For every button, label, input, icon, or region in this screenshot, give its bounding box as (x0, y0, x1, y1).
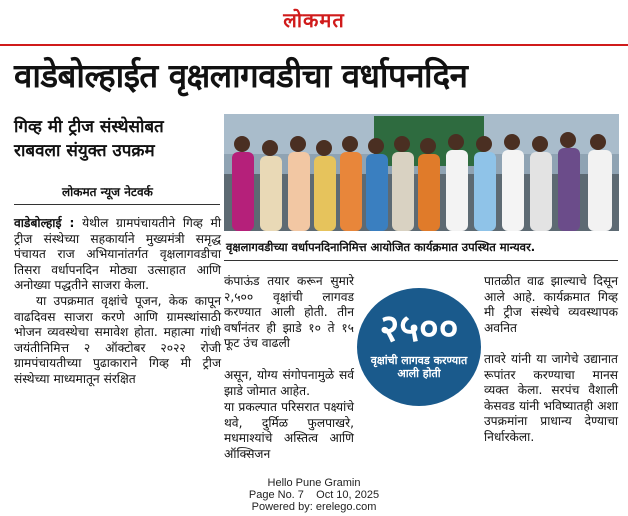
badge-number: २५०० (379, 306, 459, 350)
logo-text: लोकमत (283, 8, 345, 32)
footer-powered-by: Powered by: erelego.com (251, 501, 377, 513)
article-subhead (14, 115, 219, 163)
event-photo-illustration (224, 114, 619, 231)
page-footer (0, 477, 628, 513)
footer-edition: Hello Pune Gramin (267, 477, 361, 489)
caption-divider (224, 260, 618, 261)
footer-page-date: Page No. 7 Oct 10, 2025 (248, 489, 380, 501)
paragraph-1-text: येथील ग्रामपंचायतीने गिव्ह मी ट्रीज संस्थेच्या सहकार्याने मुख्यमंत्री समृद्ध पंचायत राज अभियानांतर्गत वृक्षलागवडीचा तिसरा वर्धापनदिन मोठ्या उत्साहात आणि अनोख्या पद्धतीने साजरा केला. (14, 216, 221, 293)
paragraph-2-text: या उपक्रमात वृक्षांचे पूजन, केक कापून वाढदिवस साजरा करणे आणि ग्रामस्थांसाठी भोजन व्यवस्थेचा समावेश होता. महात्मा गांधी जयंतीनिमित्त २ ऑक्टोबर २०२२ रोजी ग्रामपंचायतीच्या पुढाकाराने गिव्ह मी ट्रीज संस्थेच्या माध्यमातून संरक्षित (14, 293, 221, 386)
article-column-2-continued (224, 368, 354, 399)
photo-caption: वृक्षलागवडीच्या वर्धापनदिनानिमित्त आयोजित कार्यक्रमात उपस्थित मान्यवर. (226, 240, 536, 254)
article-headline: वाडेबोल्हाईत वृक्षलागवडीचा वर्धापनदिन (14, 56, 468, 95)
byline-divider (14, 204, 220, 205)
column-2-paragraph-2: असून, योग्य संगोपनामुळे सर्व झाडे जोमात आहेत. (224, 368, 354, 398)
column-2-paragraph-1: कंपाऊंड तयार करून सुमारे २,५०० वृक्षांची लागवड करण्यात आली होती. तीन वर्षांनंतर ही झाडे १० ते १५ फूट उंच वाढली (224, 274, 354, 351)
paragraph-1 (14, 216, 221, 294)
masthead-divider (0, 44, 628, 46)
badge-label: वृक्षांची लागवड करण्यात आली होती (370, 354, 468, 380)
column-3-paragraph-2: तावरे यांनी या जागेचे उद्यानात रूपांतर करण्याचा मानस व्यक्त केला. सरपंच वैशाली केसवड यांनी भविष्यातही अशा उपक्रमांना प्राधान्य देण्याचा निर्धारकेला. (484, 352, 618, 444)
plantation-count-badge (357, 288, 481, 406)
paragraph-2 (14, 294, 221, 388)
event-photo (224, 114, 619, 231)
subhead-line-2: राबवला संयुक्त उपक्रम (14, 141, 155, 161)
article-column-3 (484, 274, 618, 336)
article-column-1 (14, 216, 221, 388)
article-byline: लोकमत न्यूज नेटवर्क (62, 185, 153, 199)
article-column-3-continued (484, 352, 618, 446)
newspaper-logo (0, 6, 628, 33)
subhead-line-1: गिव्ह मी ट्रीज संस्थेसोबत (14, 117, 164, 137)
article-column-2 (224, 274, 354, 352)
article-column-2-lower (224, 400, 354, 462)
column-3-paragraph-1: पातळीत वाढ झाल्याचे दिसून आले आहे. कार्यक्रमात गिव्ह मी ट्रीज संस्थेचे व्यवस्थापक अवनित (484, 274, 618, 335)
dateline: वाडेबोल्हाई : (14, 216, 75, 230)
column-2-paragraph-3: या प्रकल्पात परिसरात पक्ष्यांचे थवे, दुर्मिळ फुलपाखरे, मधमाश्यांचे अस्तित्व आणि ऑक्सिजन (224, 400, 354, 461)
